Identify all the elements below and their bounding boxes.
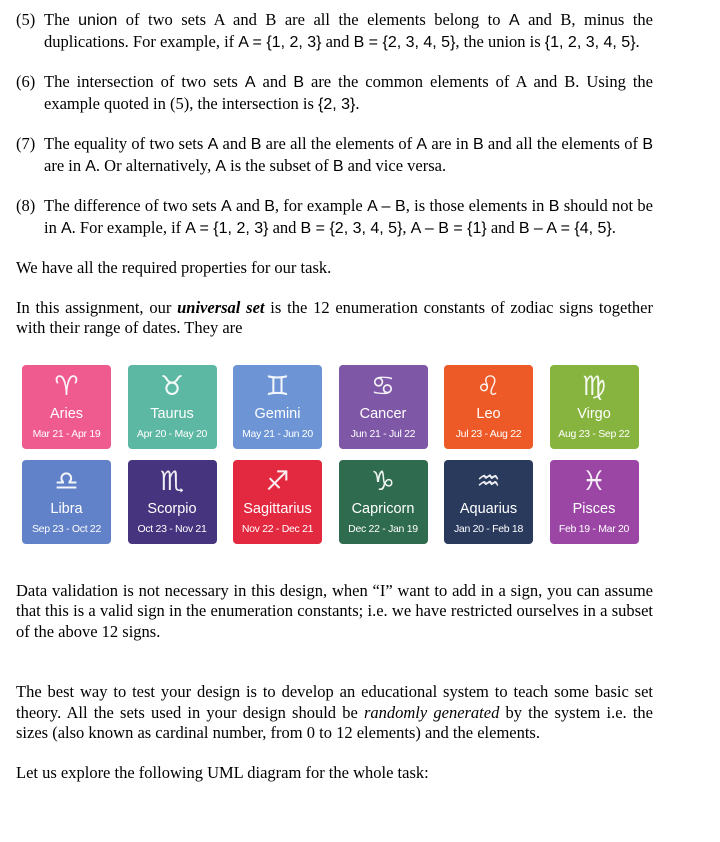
item-number: (5) [16,10,36,29]
scorpio-icon: ♏ [159,465,185,497]
sign-name: Leo [476,405,501,422]
item-text: and all the elements of [483,134,643,153]
paragraph-required-properties: We have all the required properties for our task. [16,258,332,277]
item-math: union [78,12,118,29]
item-text: The equality of two sets [44,134,208,153]
item-math: B [332,157,344,175]
sign-tile-scorpio [128,460,217,544]
item-math: B [472,136,484,153]
item-math: A [207,136,219,153]
item-text: and [321,31,354,51]
item-math: B [642,136,653,153]
item-text: . [355,93,360,113]
sagittarius-icon: ♐ [265,465,290,497]
sign-tile-libra [22,460,111,544]
item-text: . Or alternatively, [95,155,216,175]
sign-dates: May 21 - Jun 20 [242,427,313,440]
item-math: B [264,198,275,215]
item-text: , for example [274,196,368,215]
sign-tile-cancer [339,365,428,449]
item-math: B = {2, 3, 4, 5} [353,33,456,51]
sign-tile-sagittarius [233,460,322,544]
item-text: and [268,217,301,237]
virgo-icon: ♍ [581,370,607,402]
item-math: A [416,136,428,153]
item-text: and [255,72,294,91]
item-math: B [250,136,262,153]
item-text: . [611,217,616,237]
randomly-generated-term: randomly generated [363,702,500,722]
item-math: A = {1, 2, 3} [185,219,269,237]
sign-name: Taurus [150,405,194,422]
item-text: of two sets A and B are all the elements belong to [117,10,509,29]
sign-tile-aquarius [444,460,533,544]
sign-name: Scorpio [147,500,197,517]
item-math: A [244,74,256,91]
item-text: , the union is [455,31,545,51]
item-text: and [218,134,251,153]
sign-dates: Feb 19 - Mar 20 [558,522,630,535]
item-math: {1, 2, 3, 4, 5} [544,33,636,51]
definition-item [16,10,653,53]
capricorn-icon: ♑ [370,465,396,497]
item-text: is the subset of [226,155,333,175]
sign-dates: Nov 22 - Dec 21 [241,522,314,535]
sign-dates: Oct 23 - Nov 21 [137,522,207,535]
aries-icon: ♈ [54,370,79,402]
paragraph-universal-set: In this assignment, our universal set is the 12 enumeration constants of zodiac signs together with their range of dates. They are [16,297,653,337]
paragraph-uml-intro: Let us explore the following UML diagram for the whole task: [16,762,429,782]
item-math: A – B [367,198,406,215]
definition-item [16,196,653,239]
sign-name: Aquarius [459,500,518,517]
definition-list [16,10,653,239]
sign-dates: Aug 23 - Sep 22 [558,427,630,440]
paragraph-data-validation: Data validation is not necessary in this design, when “I” want to add in a sign, you can assume that this is a valid sign in the enumeration constants; i.e. we have restricted ourselves in a subset of the above 12 signs. [16,580,653,641]
item-math: {2, 3} [318,95,356,113]
item-math: A = {1, 2, 3} [238,33,322,51]
item-math: B [293,74,304,91]
gemini-icon: ♊ [265,370,290,402]
item-text: are in [44,155,86,175]
item-text: The intersection of two sets [44,72,245,91]
sign-dates: Jan 20 - Feb 18 [453,522,524,535]
sign-tile-leo [444,365,533,449]
item-text: are in [427,134,473,153]
item-text: . For example, if [71,217,186,237]
sign-name: Virgo [577,405,611,422]
sign-name: Pisces [572,500,616,517]
sign-dates: Jul 23 - Aug 22 [455,427,522,440]
aquarius-icon: ♒ [476,465,501,497]
item-number: (7) [16,134,36,153]
item-text: The [44,10,79,29]
definition-item [16,72,653,115]
item-text: and vice versa. [343,155,447,175]
item-text: and [231,196,265,215]
item-text: should not be in [44,196,653,237]
sign-tile-gemini [233,365,322,449]
sign-name: Cancer [359,405,407,422]
item-math: B = {2, 3, 4, 5} [300,219,403,237]
item-text: are the common elements of A and B. Using the example quoted in (5), the intersection is [44,72,653,113]
item-text: , [402,217,411,237]
document-page [16,10,653,802]
item-number: (6) [16,72,36,91]
item-math: A [60,219,72,237]
cancer-icon: ♋ [370,370,396,402]
item-text: . [635,31,640,51]
sign-tile-taurus [128,365,217,449]
sign-tile-virgo [550,365,639,449]
sign-name: Gemini [254,405,301,422]
sign-name: Libra [50,500,83,517]
item-math: A [215,157,227,175]
definition-item [16,134,653,177]
zodiac-sign-grid [22,365,653,561]
sign-dates: Mar 21 - Apr 19 [32,427,101,440]
universal-set-term: universal set [177,297,265,317]
libra-icon: ♎ [54,465,79,497]
item-math: A [508,12,520,29]
item-number: (8) [16,196,36,215]
item-text: The difference of two sets [44,196,222,215]
sign-tile-capricorn [339,460,428,544]
leo-icon: ♌ [476,370,501,402]
sign-dates: Jun 21 - Jul 22 [350,427,416,440]
item-text: , is those elements in [405,196,549,215]
item-text: and B, minus the duplications. For example, if [44,10,653,51]
sign-name: Sagittarius [243,500,312,517]
paragraph-testing: The best way to test your design is to develop an educational system to teach some basic set theory. All the sets used in your design should be randomly generated by the system i.e. the sizes (also known as cardinal number, from 0 to 12 elements) and the elements. [16,682,653,742]
item-math: B [548,198,560,215]
item-math: B – A = {4, 5} [518,219,612,237]
item-text: and [486,217,519,237]
sign-tile-aries [22,365,111,449]
item-math: A – B = {1} [410,219,487,237]
taurus-icon: ♉ [159,370,185,402]
sign-tile-pisces [550,460,639,544]
item-text: are all the elements of [261,134,417,153]
item-math: A [85,157,96,175]
item-math: A [221,198,232,215]
pisces-icon: ♓ [581,465,607,497]
sign-name: Capricorn [351,500,415,517]
sign-name: Aries [49,405,84,422]
sign-dates: Dec 22 - Jan 19 [348,522,418,535]
sign-dates: Apr 20 - May 20 [136,427,208,440]
sign-dates: Sep 23 - Oct 22 [31,522,102,535]
